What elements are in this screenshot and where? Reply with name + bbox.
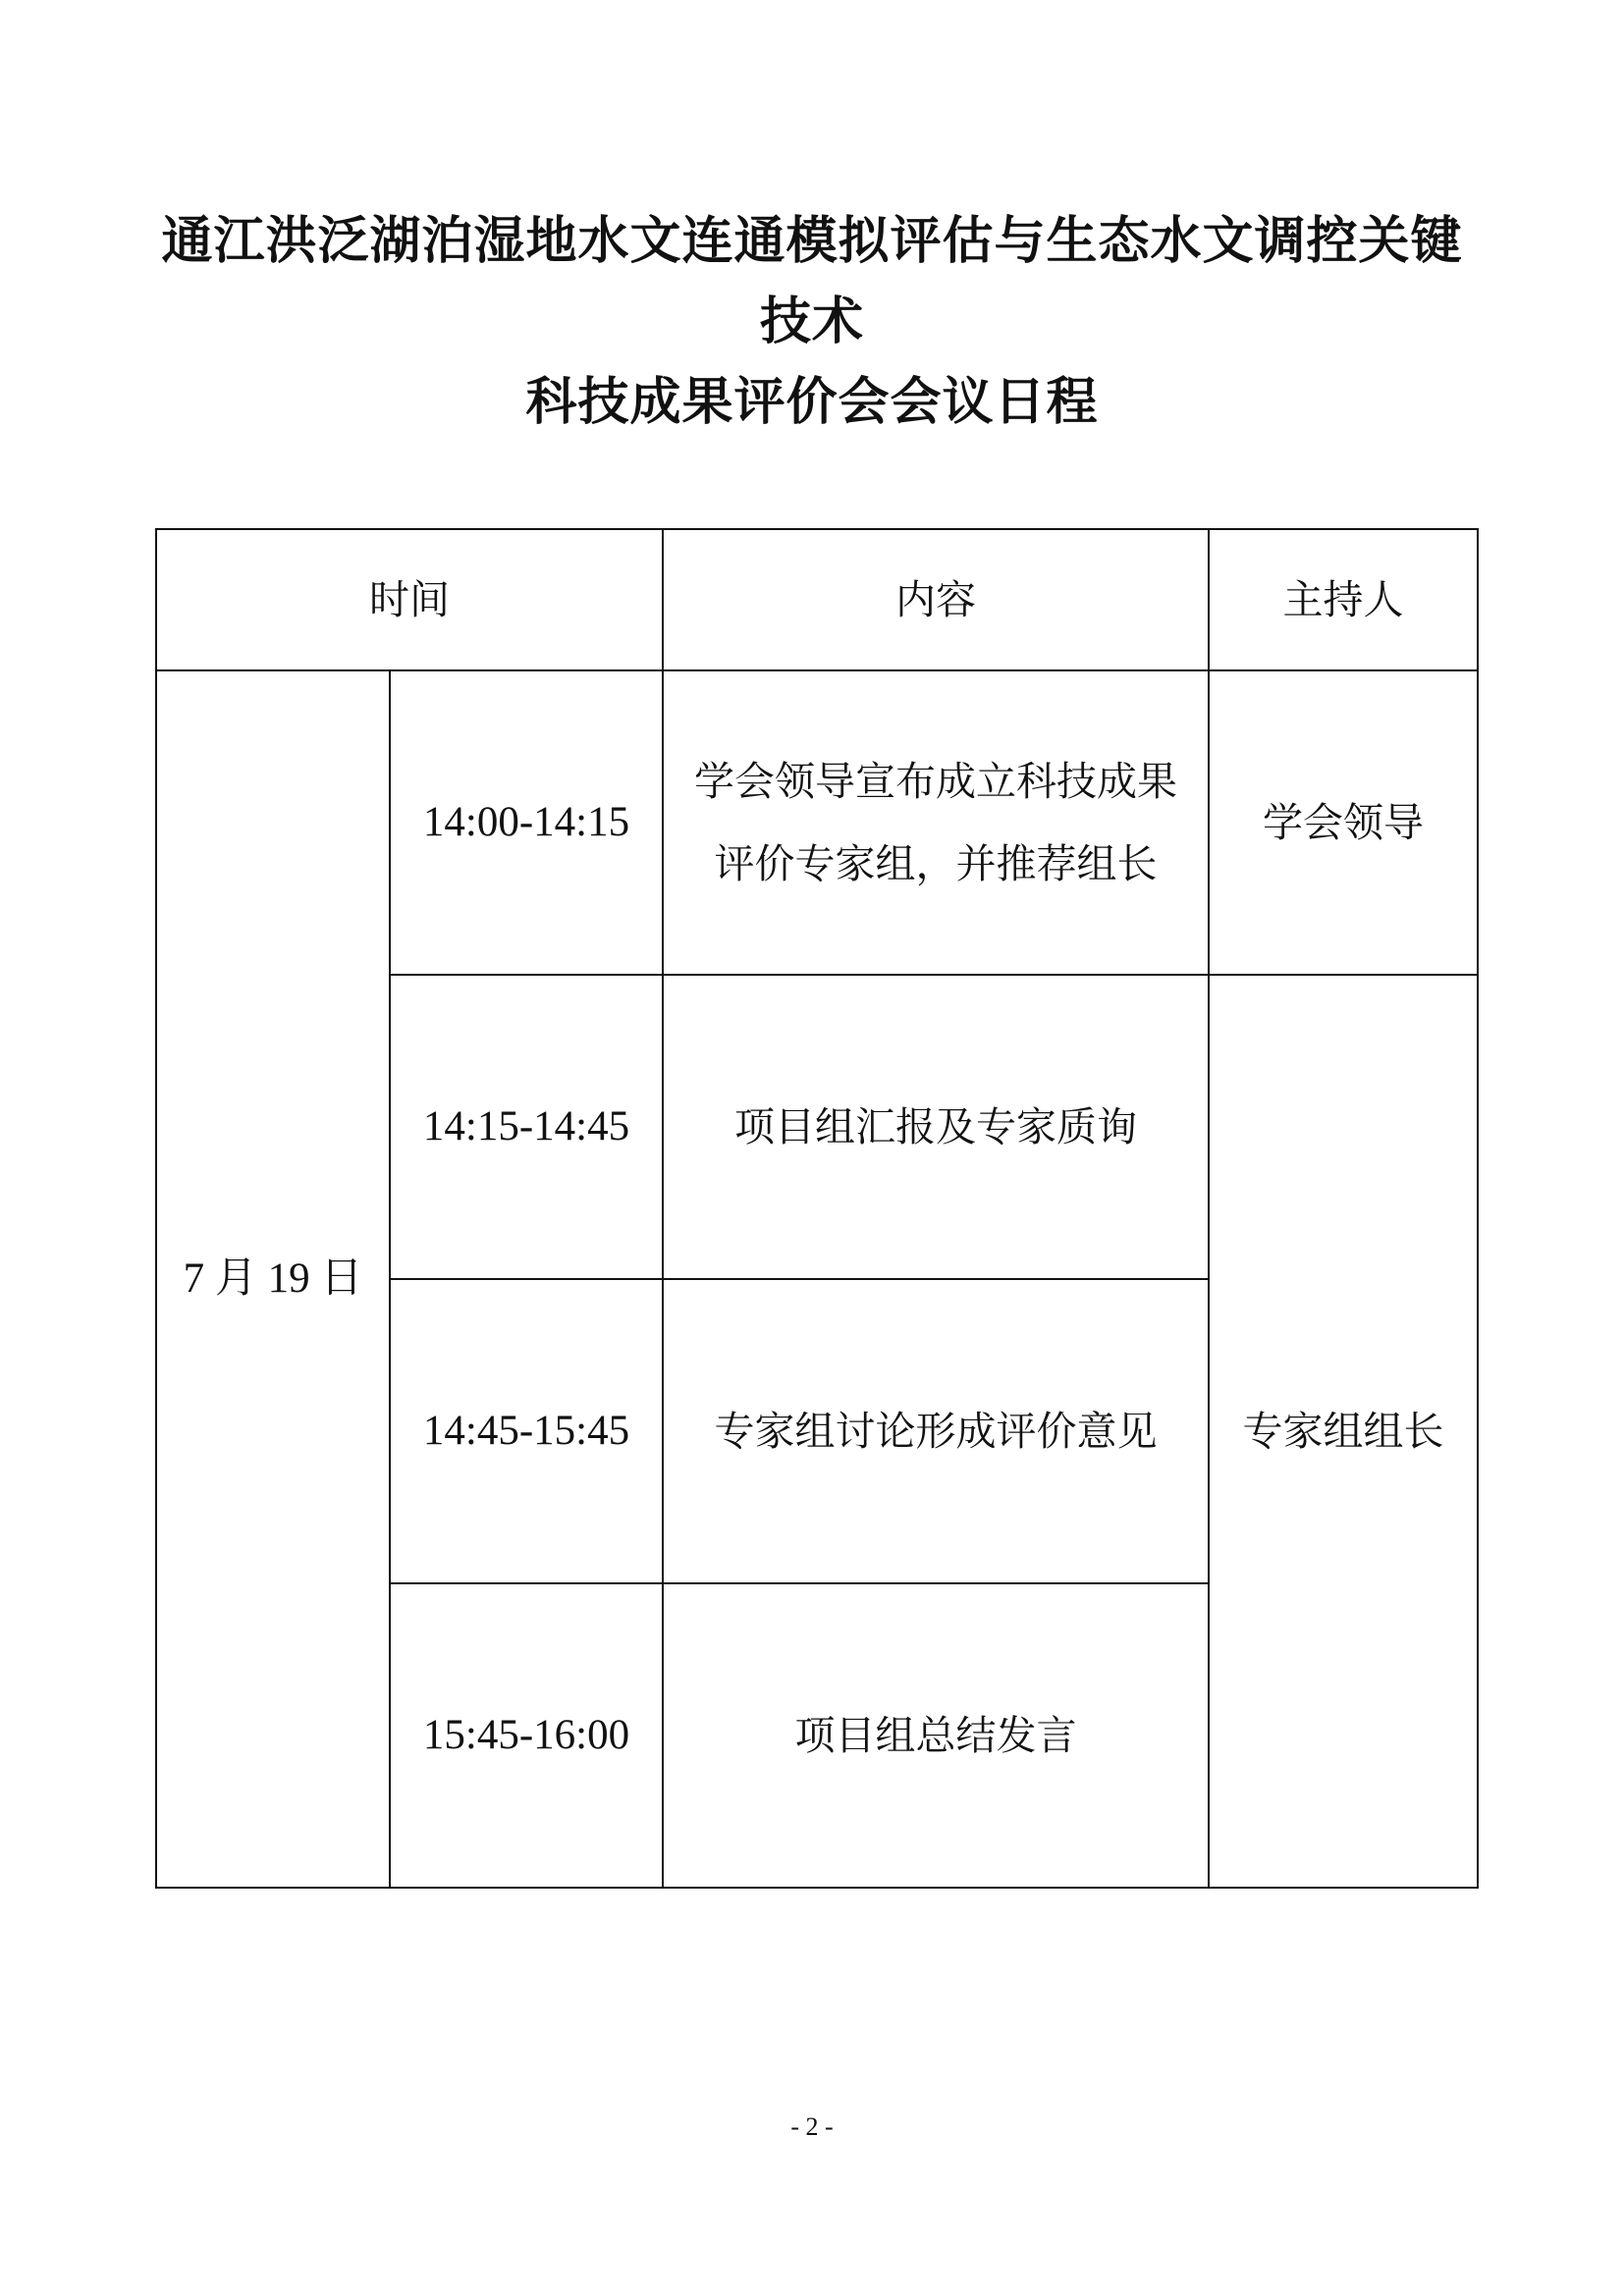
date-cell: 7 月 19 日 — [156, 670, 390, 1888]
host-cell: 学会领导 — [1209, 670, 1478, 975]
page-number: - 2 - — [790, 2112, 834, 2141]
header-host: 主持人 — [1209, 529, 1478, 670]
time-cell: 14:00-14:15 — [390, 670, 663, 975]
shared-host-cell: 专家组组长 — [1209, 975, 1478, 1888]
table-header-row — [156, 529, 1478, 670]
content-cell: 项目组总结发言 — [663, 1583, 1209, 1888]
title-line-2: 技术 — [759, 293, 864, 351]
schedule-table — [155, 528, 1479, 1889]
content-cell: 专家组讨论形成评价意见 — [663, 1279, 1209, 1583]
content-cell: 学会领导宣布成立科技成果评价专家组，并推荐组长 — [663, 670, 1209, 975]
time-cell: 14:15-14:45 — [390, 975, 663, 1279]
title-line-3: 科技成果评价会会议日程 — [525, 373, 1099, 432]
header-time: 时间 — [156, 529, 663, 670]
title-line-1: 通江洪泛湖泊湿地水文连通模拟评估与生态水文调控关键 — [161, 212, 1463, 271]
time-cell: 14:45-15:45 — [390, 1279, 663, 1583]
content-cell: 项目组汇报及专家质询 — [663, 975, 1209, 1279]
header-content: 内容 — [663, 529, 1209, 670]
time-cell: 15:45-16:00 — [390, 1583, 663, 1888]
document-title — [147, 201, 1477, 443]
table-row — [156, 670, 1478, 975]
